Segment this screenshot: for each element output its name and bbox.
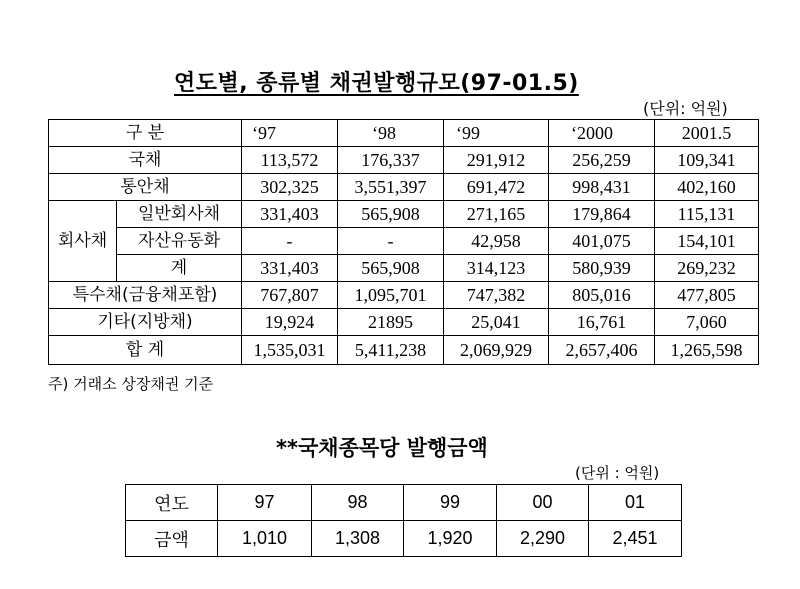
header-category: 구 분 — [49, 120, 242, 147]
value-cell: 1,095,701 — [338, 282, 444, 309]
row-label: 금액 — [126, 521, 218, 557]
table-row — [49, 255, 759, 282]
value-cell: 331,403 — [242, 201, 338, 228]
value-cell: 565,908 — [338, 201, 444, 228]
value-cell: 19,924 — [242, 309, 338, 336]
table-row — [49, 282, 759, 309]
table-row — [49, 147, 759, 174]
total-row — [49, 336, 759, 365]
value-cell: 998,431 — [549, 174, 655, 201]
value-cell: 291,912 — [444, 147, 549, 174]
row-sublabel: 계 — [117, 255, 242, 282]
value-cell: 256,259 — [549, 147, 655, 174]
value-cell: 5,411,238 — [338, 336, 444, 365]
value-cell: 302,325 — [242, 174, 338, 201]
value-cell: 747,382 — [444, 282, 549, 309]
page-title: 연도별, 종류별 채권발행규모(97-01.5) — [174, 71, 579, 96]
header-cell: 01 — [589, 485, 682, 521]
row-label: 기타(지방채) — [49, 309, 242, 336]
value-cell: 2,069,929 — [444, 336, 549, 365]
value-cell: 314,123 — [444, 255, 549, 282]
value-cell: 21895 — [338, 309, 444, 336]
value-cell: 113,572 — [242, 147, 338, 174]
unit-label: (단위: 억원) — [643, 99, 728, 118]
table-row — [49, 201, 759, 228]
value-cell: 25,041 — [444, 309, 549, 336]
row-label: 통안채 — [49, 174, 242, 201]
header-cell: ‘97 — [242, 120, 338, 147]
header-cell: 98 — [312, 485, 404, 521]
value-cell: 269,232 — [655, 255, 759, 282]
value-cell: 271,165 — [444, 201, 549, 228]
header-cell: 97 — [218, 485, 312, 521]
header-cell: 연도 — [126, 485, 218, 521]
header-cell: ‘98 — [338, 120, 444, 147]
value-cell: 1,010 — [218, 521, 312, 557]
value-cell: 477,805 — [655, 282, 759, 309]
company-bond-label: 회사채 — [49, 201, 117, 282]
value-cell: 42,958 — [444, 228, 549, 255]
table-row — [49, 228, 759, 255]
value-cell: 565,908 — [338, 255, 444, 282]
value-cell: 331,403 — [242, 255, 338, 282]
value-cell: 580,939 — [549, 255, 655, 282]
table-row — [49, 309, 759, 336]
value-cell: 1,920 — [404, 521, 497, 557]
table-header-row — [49, 120, 759, 147]
section-title: **국채종목당 발행금액 — [276, 436, 488, 460]
header-cell: 00 — [497, 485, 589, 521]
value-cell: 1,308 — [312, 521, 404, 557]
value-cell: 2,657,406 — [549, 336, 655, 365]
value-cell: 2,290 — [497, 521, 589, 557]
row-label: 특수채(금융채포함) — [49, 282, 242, 309]
value-cell: - — [338, 228, 444, 255]
value-cell: 179,864 — [549, 201, 655, 228]
footnote: 주) 거래소 상장채권 기준 — [48, 375, 214, 393]
value-cell: 115,131 — [655, 201, 759, 228]
value-cell: 805,016 — [549, 282, 655, 309]
table-header-row — [126, 485, 682, 521]
row-label: 국채 — [49, 147, 242, 174]
value-cell: 402,160 — [655, 174, 759, 201]
value-cell: 1,265,598 — [655, 336, 759, 365]
value-cell: 691,472 — [444, 174, 549, 201]
value-cell: 109,341 — [655, 147, 759, 174]
value-cell: 3,551,397 — [338, 174, 444, 201]
value-cell: 154,101 — [655, 228, 759, 255]
row-sublabel: 자산유동화 — [117, 228, 242, 255]
header-cell: 99 — [404, 485, 497, 521]
unit-label: (단위 : 억원) — [575, 464, 660, 482]
value-cell: 16,761 — [549, 309, 655, 336]
value-cell: - — [242, 228, 338, 255]
header-cell: ‘2000 — [549, 120, 655, 147]
issue-amount-table — [125, 484, 682, 557]
value-cell: 7,060 — [655, 309, 759, 336]
value-cell: 1,535,031 — [242, 336, 338, 365]
table-row — [126, 521, 682, 557]
bond-issuance-table — [48, 119, 759, 365]
table-row — [49, 174, 759, 201]
value-cell: 401,075 — [549, 228, 655, 255]
value-cell: 767,807 — [242, 282, 338, 309]
value-cell: 2,451 — [589, 521, 682, 557]
row-sublabel: 일반회사채 — [117, 201, 242, 228]
header-cell: 2001.5 — [655, 120, 759, 147]
header-cell: ‘99 — [444, 120, 549, 147]
value-cell: 176,337 — [338, 147, 444, 174]
row-label: 합 계 — [49, 336, 242, 365]
